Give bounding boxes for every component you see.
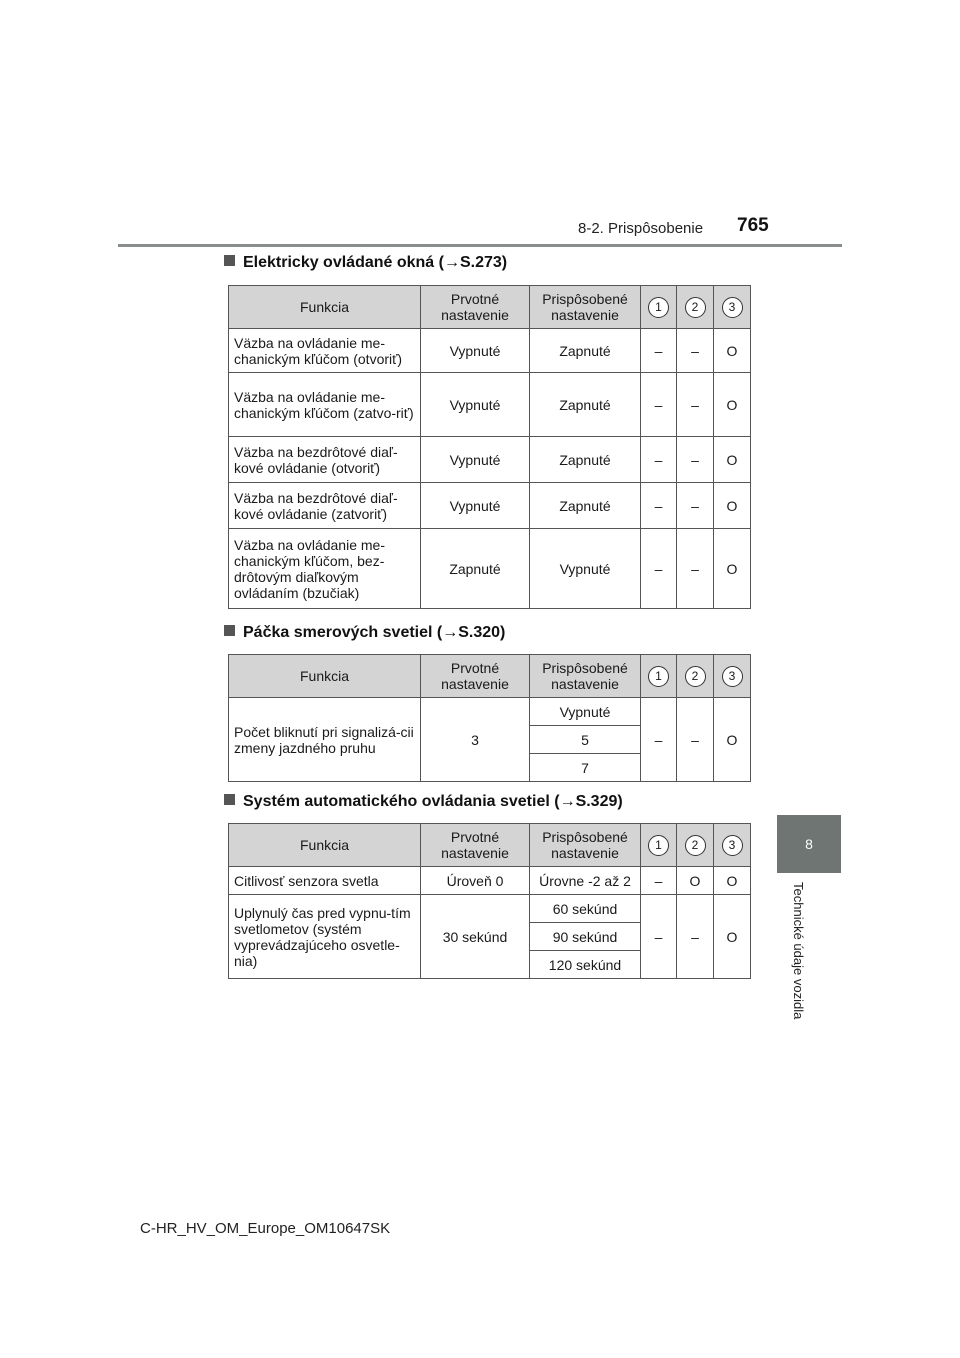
cell-method-3: O bbox=[714, 895, 751, 979]
circled-number-2-icon: 2 bbox=[685, 297, 706, 318]
cell-method-2: O bbox=[677, 867, 714, 895]
circled-number-2-icon: 2 bbox=[685, 666, 706, 687]
cell-custom-option: Úrovne -2 až 2 bbox=[530, 867, 641, 895]
header-default: Prvotné nastavenie bbox=[421, 286, 530, 329]
page-number: 765 bbox=[737, 215, 769, 236]
table-auto-lights bbox=[228, 823, 751, 979]
document-id-footer: C-HR_HV_OM_Europe_OM10647SK bbox=[140, 1220, 391, 1237]
cell-method-1: – bbox=[641, 373, 677, 437]
header-default: Prvotné nastavenie bbox=[421, 655, 530, 698]
table-row bbox=[229, 895, 751, 923]
table-row bbox=[229, 329, 751, 373]
cell-function: Počet bliknutí pri signalizá-cii zmeny jazdného pruhu bbox=[229, 698, 421, 782]
cell-function: Citlivosť senzora svetla bbox=[229, 867, 421, 895]
header-method-2 bbox=[677, 824, 714, 867]
circled-number-3-icon: 3 bbox=[722, 666, 743, 687]
cell-method-3: O bbox=[714, 373, 751, 437]
section-title: Systém automatického ovládania svetiel (→S.329) bbox=[243, 793, 623, 810]
cell-default: Zapnuté bbox=[421, 529, 530, 609]
cell-function: Väzba na ovládanie me-chanickým kľúčom, bez-drôtovým diaľkovým ovládaním (bzučiak) bbox=[229, 529, 421, 609]
cell-default: 3 bbox=[421, 698, 530, 782]
cell-method-3: O bbox=[714, 867, 751, 895]
circled-number-3-icon: 3 bbox=[722, 835, 743, 856]
cell-method-1: – bbox=[641, 483, 677, 529]
cell-method-1: – bbox=[641, 867, 677, 895]
section-title: Elektricky ovládané okná (→S.273) bbox=[243, 254, 508, 271]
header-function: Funkcia bbox=[229, 824, 421, 867]
cell-custom-option: 60 sekúnd bbox=[530, 895, 641, 923]
cell-method-2: – bbox=[677, 373, 714, 437]
header-custom: Prispôsobené nastavenie bbox=[530, 655, 641, 698]
table-header-row bbox=[229, 655, 751, 698]
cell-method-3: O bbox=[714, 437, 751, 483]
header-custom: Prispôsobené nastavenie bbox=[530, 824, 641, 867]
chapter-title-vertical: Technické údaje vozidla bbox=[791, 882, 806, 1020]
cell-custom-option: 5 bbox=[530, 726, 641, 754]
bullet-square-icon bbox=[224, 255, 235, 266]
table-row bbox=[229, 437, 751, 483]
cell-method-1: – bbox=[641, 698, 677, 782]
header-method-1 bbox=[641, 655, 677, 698]
cell-function: Uplynulý čas pred vypnu-tím svetlometov (systém vyprevádzajúceho osvetle-nia) bbox=[229, 895, 421, 979]
table-row bbox=[229, 529, 751, 609]
cell-custom-option: Vypnuté bbox=[530, 698, 641, 726]
header-function: Funkcia bbox=[229, 286, 421, 329]
circled-number-3-icon: 3 bbox=[722, 297, 743, 318]
cell-custom-option: 7 bbox=[530, 754, 641, 782]
section-title: Páčka smerových svetiel (→S.320) bbox=[243, 624, 506, 641]
header-function: Funkcia bbox=[229, 655, 421, 698]
cell-custom: Zapnuté bbox=[530, 329, 641, 373]
header-method-2 bbox=[677, 286, 714, 329]
cell-function: Väzba na bezdrôtové diaľ-kové ovládanie (zatvoriť) bbox=[229, 483, 421, 529]
cell-custom-option: 90 sekúnd bbox=[530, 923, 641, 951]
cell-method-3: O bbox=[714, 529, 751, 609]
cell-default: Vypnuté bbox=[421, 329, 530, 373]
table-power-windows bbox=[228, 285, 751, 609]
circled-number-1-icon: 1 bbox=[648, 666, 669, 687]
cell-function: Väzba na ovládanie me-chanickým kľúčom (otvoriť) bbox=[229, 329, 421, 373]
cell-default: Vypnuté bbox=[421, 437, 530, 483]
running-header-section: 8-2. Prispôsobenie bbox=[578, 220, 704, 237]
cell-default: Úroveň 0 bbox=[421, 867, 530, 895]
section-heading-power-windows bbox=[224, 254, 507, 272]
cell-method-3: O bbox=[714, 483, 751, 529]
circled-number-1-icon: 1 bbox=[648, 835, 669, 856]
header-divider bbox=[118, 244, 842, 247]
cell-default: Vypnuté bbox=[421, 483, 530, 529]
cell-method-2: – bbox=[677, 698, 714, 782]
cell-method-1: – bbox=[641, 895, 677, 979]
cell-custom: Zapnuté bbox=[530, 373, 641, 437]
cell-custom: Vypnuté bbox=[530, 529, 641, 609]
header-custom: Prispôsobené nastavenie bbox=[530, 286, 641, 329]
table-turn-signal bbox=[228, 654, 751, 782]
circled-number-2-icon: 2 bbox=[685, 835, 706, 856]
cell-method-2: – bbox=[677, 483, 714, 529]
table-row bbox=[229, 483, 751, 529]
cell-custom-option: 120 sekúnd bbox=[530, 951, 641, 979]
chapter-tab: 8 bbox=[777, 815, 841, 873]
bullet-square-icon bbox=[224, 625, 235, 636]
cell-default: 30 sekúnd bbox=[421, 895, 530, 979]
cell-method-2: – bbox=[677, 529, 714, 609]
header-method-1 bbox=[641, 286, 677, 329]
cell-method-2: – bbox=[677, 895, 714, 979]
bullet-square-icon bbox=[224, 794, 235, 805]
header-method-3 bbox=[714, 824, 751, 867]
cell-method-1: – bbox=[641, 329, 677, 373]
table-row bbox=[229, 867, 751, 895]
table-row bbox=[229, 698, 751, 726]
section-heading-auto-lights bbox=[224, 793, 623, 811]
header-method-3 bbox=[714, 655, 751, 698]
header-default: Prvotné nastavenie bbox=[421, 824, 530, 867]
cell-custom: Zapnuté bbox=[530, 437, 641, 483]
table-header-row bbox=[229, 286, 751, 329]
header-method-1 bbox=[641, 824, 677, 867]
circled-number-1-icon: 1 bbox=[648, 297, 669, 318]
cell-method-3: O bbox=[714, 329, 751, 373]
cell-method-2: – bbox=[677, 329, 714, 373]
cell-custom: Zapnuté bbox=[530, 483, 641, 529]
cell-method-1: – bbox=[641, 437, 677, 483]
section-heading-turn-signal bbox=[224, 624, 505, 642]
header-method-2 bbox=[677, 655, 714, 698]
cell-default: Vypnuté bbox=[421, 373, 530, 437]
table-header-row bbox=[229, 824, 751, 867]
cell-function: Väzba na ovládanie me-chanickým kľúčom (zatvo-riť) bbox=[229, 373, 421, 437]
table-row bbox=[229, 373, 751, 437]
cell-function: Väzba na bezdrôtové diaľ-kové ovládanie (otvoriť) bbox=[229, 437, 421, 483]
cell-method-3: O bbox=[714, 698, 751, 782]
cell-method-2: – bbox=[677, 437, 714, 483]
header-method-3 bbox=[714, 286, 751, 329]
cell-method-1: – bbox=[641, 529, 677, 609]
